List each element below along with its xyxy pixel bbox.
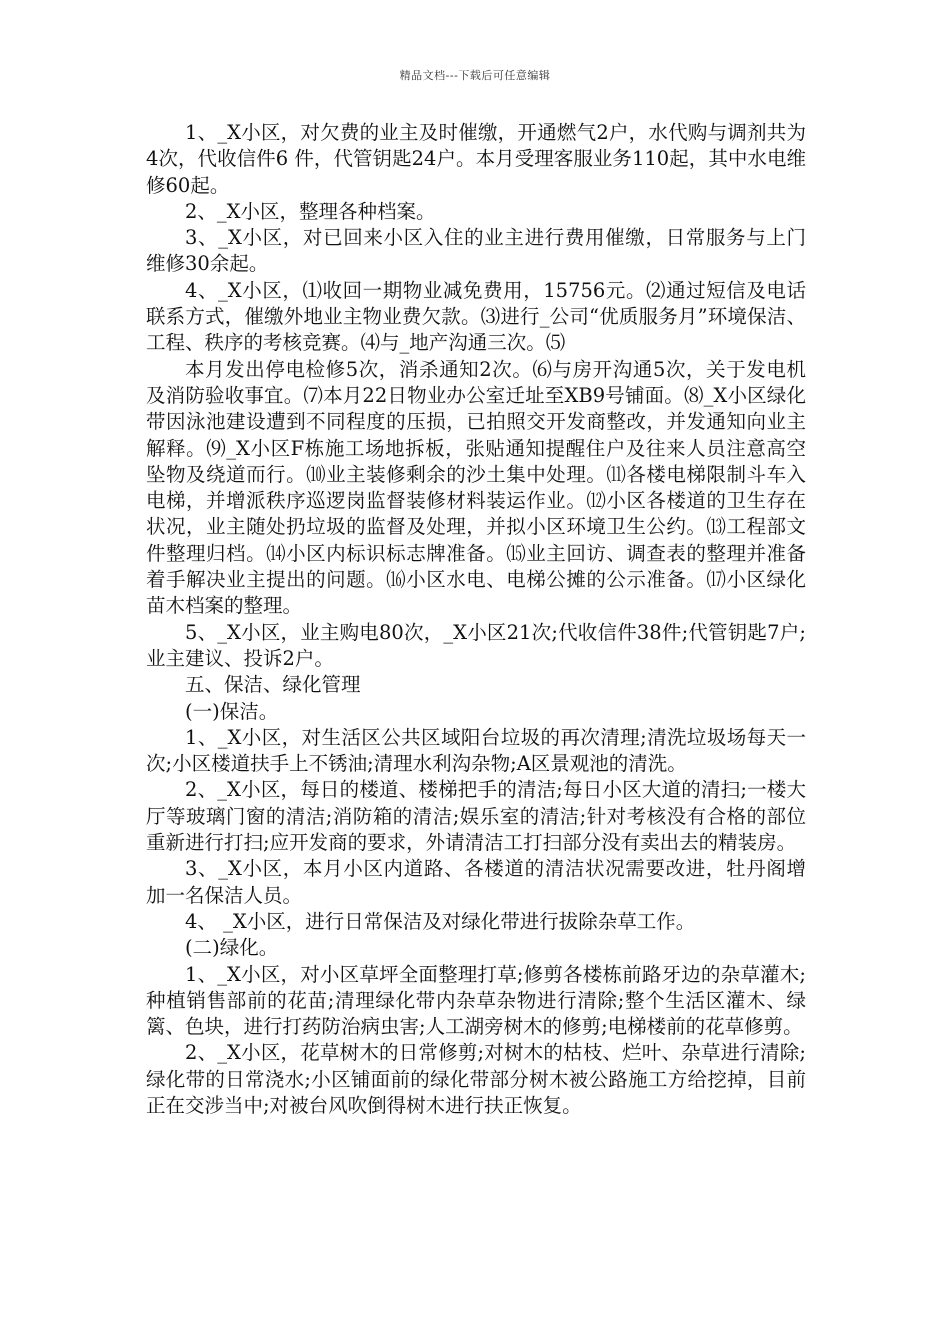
page-header: 精品文档---下载后可任意编辑 xyxy=(399,69,551,82)
paragraph: 1、_X小区，对小区草坪全面整理打草;修剪各楼栋前路牙边的杂草灌木;种植销售部前的花苗;清理绿化带内杂草杂物进行清除;整个生活区灌木、绿篱、色块，进行打药防治病虫害;人工湖旁树木的修剪;电梯楼前的花草修剪。 xyxy=(146,962,806,1039)
paragraph: 本月发出停电检修5次，消杀通知2次。⑹与房开沟通5次，关于发电机及消防验收事宜。⑺本月22日物业办公室迁址至XB9号铺面。⑻_X小区绿化带因泳池建设遭到不同程度的压损，已拍照交开发商整改，并发通知向业主解释。⑼_X小区F栋施工场地拆板，张贴通知提醒住户及往来人员注意高空坠物及绕道而行。⑽业主装修剩余的沙土集中处理。⑾各楼电梯限制斗车入电梯，并增派秩序巡逻岗监督装修材料装运作业。⑿小区各楼道的卫生存在状况，业主随处扔垃圾的监督及处理，并拟小区环境卫生公约。⒀工程部文件整理归档。⒁小区内标识标志牌准备。⒂业主回访、调查表的整理并准备着手解决业主提出的问题。⒃小区水电、电梯公摊的公示准备。⒄小区绿化苗木档案的整理。 xyxy=(146,357,806,618)
paragraph: 4、 _X小区，进行日常保洁及对绿化带进行拔除杂草工作。 xyxy=(185,909,696,933)
paragraph: 1、_X小区，对生活区公共区域阳台垃圾的再次清理;清洗垃圾场每天一次;小区楼道扶手上不锈油;清理水利沟杂物;A区景观池的清洗。 xyxy=(146,725,806,776)
paragraph: 2、_X小区，整理各种档案。 xyxy=(185,199,436,223)
paragraph: 3、_X小区，本月小区内道路、各楼道的清洁状况需要改进，牡丹阁增加一名保洁人员。 xyxy=(146,857,806,907)
subsection-heading: (一)保洁。 xyxy=(185,699,279,723)
paragraph: 2、_X小区，花草树木的日常修剪;对树木的枯枝、烂叶、杂草进行清除;绿化带的日常浇水;小区铺面前的绿化带部分树木被公路施工方给挖掉，目前正在交涉当中;对被台风吹倒得树木进行扶正恢复。 xyxy=(146,1041,806,1117)
paragraph: 2、_X小区，每日的楼道、楼梯把手的清洁;每日小区大道的清扫;一楼大厅等玻璃门窗的清洁;消防箱的清洁;娱乐室的清洁;针对考核没有合格的部位重新进行打扫;应开发商的要求，外请清洁工打扫部分没有卖出去的精装房。 xyxy=(146,778,806,855)
paragraph: 1、_X小区，对欠费的业主及时催缴，开通燃气2户，水代购与调剂共为 4次，代收信件6 件，代管钥匙24户。本月受理客服业务110起，其中水电维修60起。 xyxy=(146,121,806,197)
paragraph: 5、_X小区，业主购电80次，_X小区21次;代收信件38件;代管钥匙7户;业主建议、投诉2户。 xyxy=(146,620,806,670)
section-heading: 五、保洁、绿化管理 xyxy=(185,673,361,697)
document-body xyxy=(146,120,806,1119)
paragraph: 4、_X小区，⑴收回一期物业减免费用，15756元。⑵通过短信及电话联系方式，催缴外地业主物业费欠款。⑶进行_公司“优质服务月”环境保洁、工程、秩序的考核竞赛。⑷与_地产沟通三次。⑸ xyxy=(146,278,806,355)
paragraph: 3、_X小区，对已回来小区入住的业主进行费用催缴，日常服务与上门维修30余起。 xyxy=(146,226,806,276)
subsection-heading: (二)绿化。 xyxy=(185,936,279,960)
